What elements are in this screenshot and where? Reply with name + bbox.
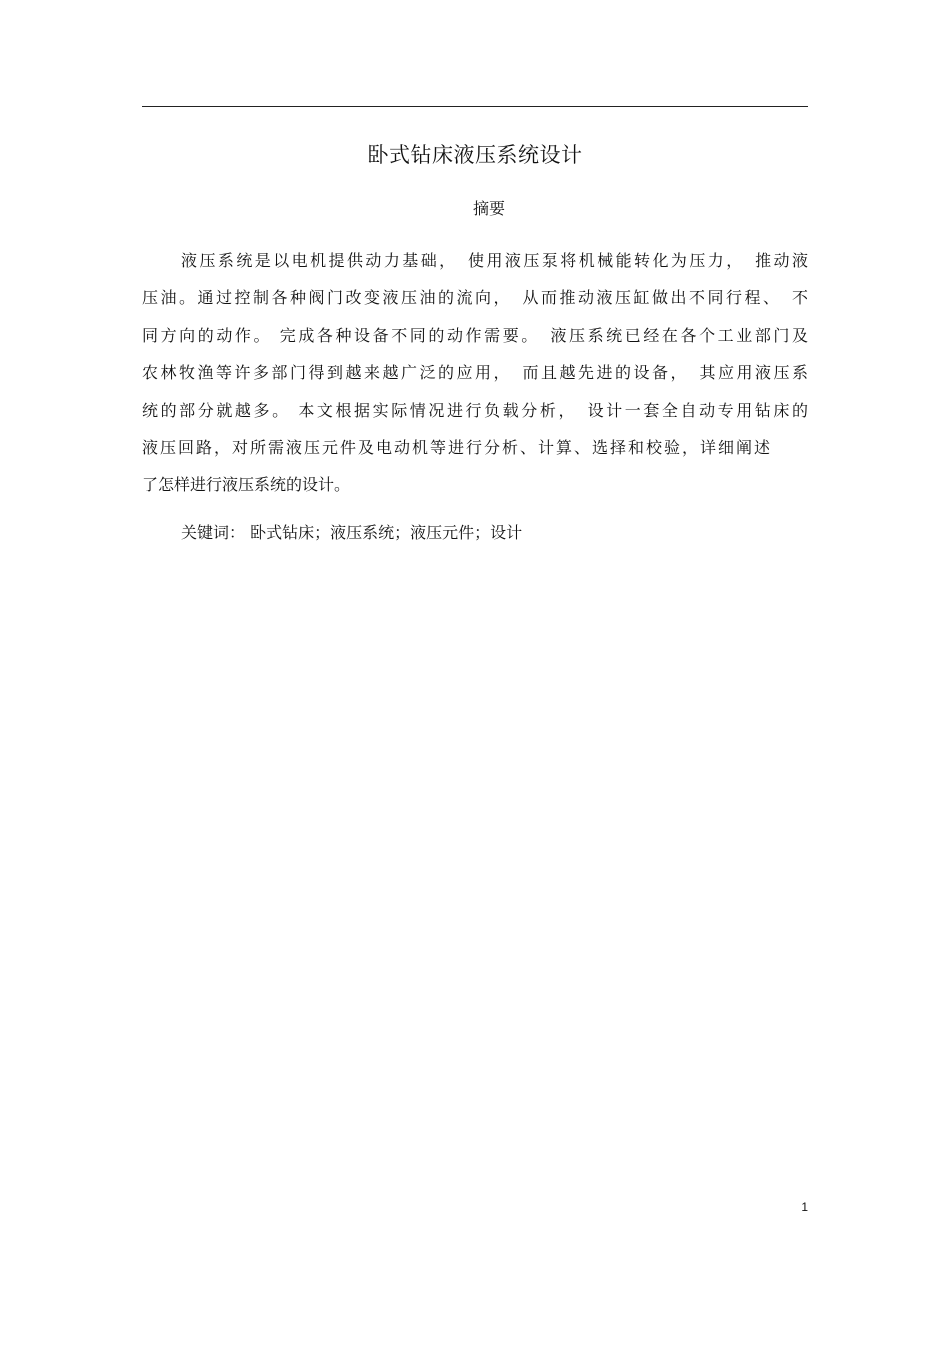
abstract-heading: 摘要 <box>472 199 505 218</box>
abstract-body <box>142 242 808 504</box>
abstract-line: 液压回路，对所需液压元件及电动机等进行分析、计算、选择和校验，详细阐述 <box>142 437 770 457</box>
document-title: 卧式钻床液压系统设计 <box>367 143 583 167</box>
page-number: 1 <box>801 1200 808 1214</box>
abstract-line: 统的部分就越多。 本文根据实际情况进行负载分析， 设计一套全自动专用钻床的 <box>142 400 808 420</box>
keywords-line <box>181 520 808 546</box>
abstract-line: 农林牧渔等许多部门得到越来越广泛的应用， 而且越先进的设备， 其应用液压系 <box>142 363 808 383</box>
keywords-list: 卧式钻床；液压系统；液压元件；设计 <box>250 523 523 542</box>
abstract-line: 了怎样进行液压系统的设计。 <box>142 475 351 495</box>
abstract-line: 压油。通过控制各种阀门改变液压油的流向， 从而推动液压缸做出不同行程、 不 <box>142 288 808 308</box>
abstract-line: 同方向的动作。 完成各种设备不同的动作需要。 液压系统已经在各个工业部门及 <box>142 325 808 345</box>
header-rule <box>142 106 808 107</box>
keywords-label: 关键词： <box>181 523 246 542</box>
abstract-line: 液压系统是以电机提供动力基础， 使用液压泵将机械能转化为压力， 推动液 <box>181 251 808 270</box>
